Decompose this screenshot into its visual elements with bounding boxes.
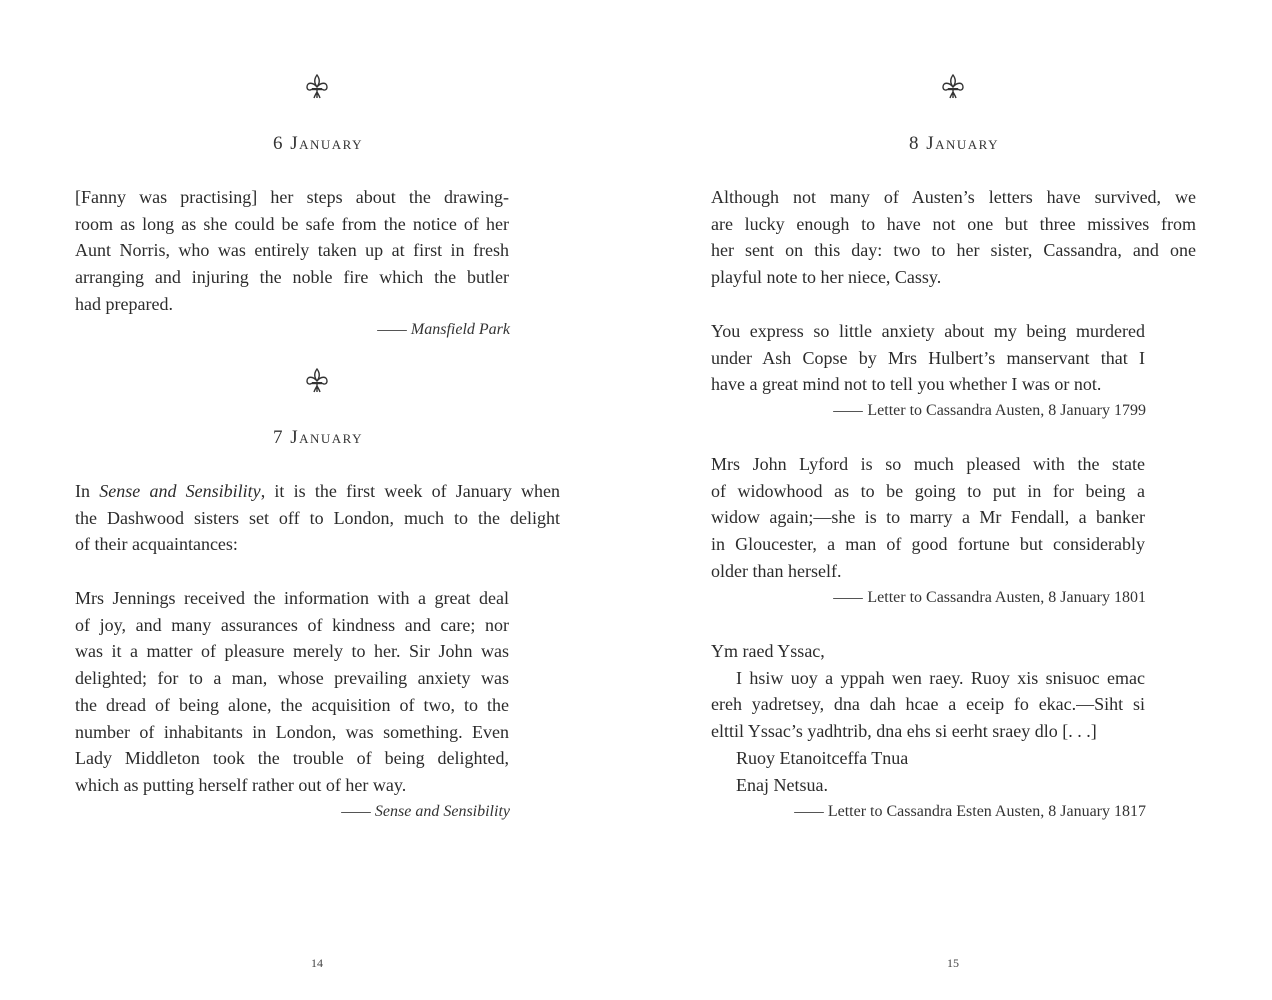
letter-salutation: Ym raed Yssac, [711,641,825,661]
intro-rest: , it is the first week of January when [260,481,560,501]
entry-day: 7 [272,427,284,448]
page-number: 15 [947,956,959,970]
entry-day: 6 [272,133,284,154]
attribution-text: Mansfield Park [410,321,510,338]
entry-month: January [290,133,364,154]
entry-heading-6-january [168,133,468,155]
intro-line: the Dashwood sisters set off to London, much to the delight [75,507,560,528]
body-line: Aunt Norris, who was entirely taken up at first in fresh [75,240,509,261]
quote-line: Mrs Jennings received the information with a great deal [75,588,509,608]
letter-line: in Gloucester, a man of good fortune but considerably [711,534,1145,555]
attribution-dash [833,598,863,599]
book-title: Sense and Sensibility [99,481,261,501]
attribution-letter-1817 [794,803,1146,821]
letter-line: You express so little anxiety about my being murdered [711,321,1145,341]
letter-line: of widowhood as to be going to put in for being a [711,480,1145,501]
entry-heading-8-january [804,133,1104,155]
attribution-text: Sense and Sensibility [374,803,510,820]
entry-body-6-january [75,184,509,318]
letter-line: widow again;—she is to marry a Mr Fendall, a banker [711,507,1145,528]
quote-line: which as putting herself rather out of her way. [75,774,407,795]
attribution-dash [833,411,863,412]
attribution-dash [341,812,371,813]
attribution-sense-and-sensibility [341,803,510,821]
entry-day: 8 [908,133,920,154]
attribution-letter-1799 [833,402,1146,420]
quote-line: number of inhabitants in London, was something. Even [75,721,509,742]
letter-line: Mrs John Lyford is so much pleased with the state [711,454,1145,474]
fleur-de-lis-icon [939,73,967,101]
intro-line: playful note to her niece, Cassy. [711,267,942,288]
entry-intro-8-january [711,184,1196,291]
attribution-text: Letter to Cassandra Esten Austen, 8 January 1817 [827,803,1146,820]
entry-month: January [290,427,364,448]
quote-line: was it a matter of pleasure merely to her. Sir John was [75,641,509,662]
letter-line: I hsiw uoy a yppah wen raey. Ruoy xis snisuoc emac [736,667,1145,688]
body-line: had prepared. [75,293,173,314]
intro-line: are lucky enough to have not one but three missives from [711,213,1196,234]
intro-line [75,478,560,505]
letter-1801 [711,451,1145,585]
letter-line: ereh yadretsey, dna dah hcae a eceip fo ekac.—Siht si [711,694,1145,715]
attribution-dash [794,812,824,813]
right-page [636,0,1272,1000]
page-number: 14 [311,956,323,970]
attribution-mansfield-park [377,321,510,339]
intro-prefix: In [75,481,100,501]
intro-line: her sent on this day: two to her sister, Cassandra, and one [711,240,1196,261]
letter-line: under Ash Copse by Mrs Hulbert’s manservant that I [711,347,1145,368]
body-line: room as long as she could be safe from the notice of her [75,213,509,234]
quote-line: delighted; for to a man, whose prevailing anxiety was [75,668,509,689]
letter-1817 [711,638,1145,798]
intro-line: of their acquaintances: [75,534,238,555]
letter-line: elttil Yssac’s yadhtrib, dna ehs si eerht sraey dlo [. . .] [711,721,1097,742]
letter-signature: Enaj Netsua. [736,774,828,795]
letter-line: older than herself. [711,560,842,581]
letter-line: have a great mind not to tell you whether I was or not. [711,374,1102,395]
quote-line: the dread of being alone, the acquisition of two, to the [75,694,509,715]
attribution-letter-1801 [833,589,1146,607]
entry-quote-7-january [75,585,509,799]
quote-line: of joy, and many assurances of kindness and care; nor [75,614,509,635]
fleur-de-lis-icon [303,73,331,101]
body-line: [Fanny was practising] her steps about the drawing- [75,187,509,207]
intro-line: Although not many of Austen’s letters have survived, we [711,187,1196,207]
quote-line: Lady Middleton took the trouble of being delighted, [75,748,509,769]
attribution-text: Letter to Cassandra Austen, 8 January 1801 [867,589,1146,606]
entry-intro-7-january [75,478,560,558]
body-line: arranging and injuring the noble fire which the butler [75,267,509,288]
letter-closing: Ruoy Etanoitceffa Tnua [736,747,909,768]
attribution-dash [377,330,407,331]
attribution-text: Letter to Cassandra Austen, 8 January 1799 [867,402,1146,419]
entry-heading-7-january [168,427,468,449]
entry-month: January [926,133,1000,154]
fleur-de-lis-icon [303,367,331,395]
letter-1799 [711,318,1145,398]
